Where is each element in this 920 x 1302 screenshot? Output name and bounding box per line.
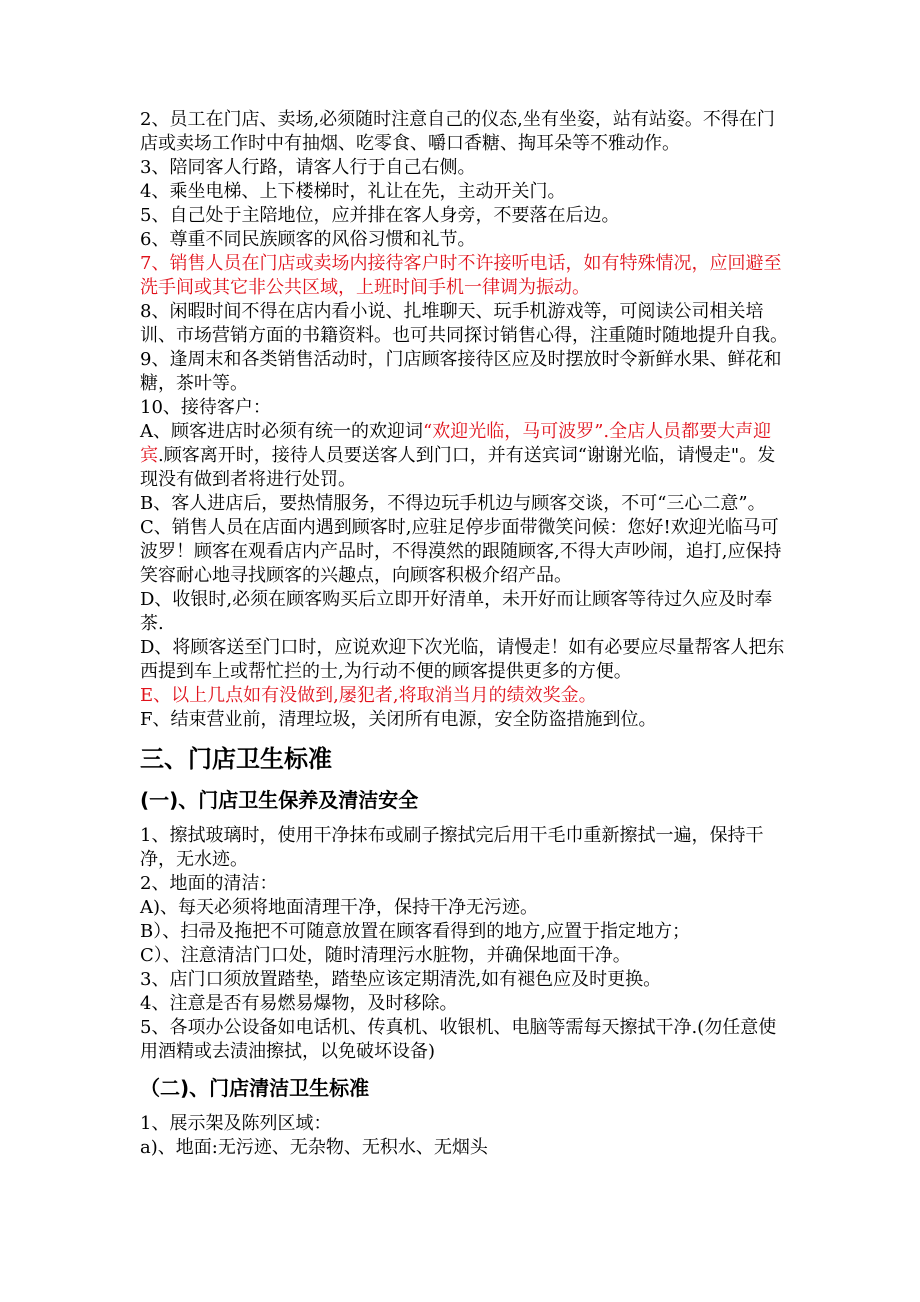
list-item: 1、擦拭玻璃时，使用干净抹布或刷子擦拭完后用干毛巾重新擦拭一遍，保持干净，无水迹。: [140, 825, 764, 870]
list-item: 4、注意是否有易燃易爆物，及时移除。: [140, 993, 458, 1014]
rule-item-3: 3、陪同客人行路，请客人行于自己右侧。: [140, 157, 476, 178]
rule-item-4: 4、乘坐电梯、上下楼梯时，礼让在先，主动开关门。: [140, 181, 566, 202]
subsection-2-title: （二)、门店清洁卫生标准: [140, 1076, 370, 1100]
list-item: A)、每天必须将地面清理干净，保持干净无污迹。: [140, 897, 539, 918]
rule-item-a: [140, 420, 790, 492]
rule-item-b: B、客人进店后，要热情服务，不得边玩手机边与顾客交谈，不可“三心二意”。: [140, 493, 766, 514]
rule-item-e-highlight: E、以上几点如有没做到,屡犯者,将取消当月的绩效奖金。: [140, 685, 597, 706]
rule-item-2: 2、员工在门店、卖场,必须随时注意自己的仪态,坐有坐姿，站有站姿。不得在门店或卖场工作时中有抽烟、吃零食、嚼口香糖、掏耳朵等不雅动作。: [140, 109, 775, 154]
list-item: a)、地面:无污迹、无杂物、无积水、无烟头: [140, 1137, 488, 1158]
rule-item-5: 5、自己处于主陪地位，应并排在客人身旁，不要落在后边。: [140, 205, 620, 226]
rule-item-c: C、销售人员在店面内遇到顾客时,应驻足停步面带微笑问候：您好!欢迎光临马可波罗！顾客在观看店内产品时，不得漠然的跟随顾客,不得大声吵闹，追打,应保持笑容耐心地寻找顾客的兴趣点，向顾客积极介绍产品。: [140, 517, 782, 586]
list-item: C）、注意清洁门口处，随时清理污水脏物，并确保地面干净。: [140, 945, 631, 966]
list-item: 3、店门口须放置踏垫，踏垫应该定期清洗,如有褪色应及时更换。: [140, 969, 662, 990]
list-item: 1、展示架及陈列区域：: [140, 1113, 332, 1134]
rule-item-a-rest: .顾客离开时，接待人员要送客人到门口，并有送宾词“谢谢光临，请慢走"。发现没有做到者将进行处罚。: [140, 445, 776, 490]
document-page: [140, 108, 790, 1160]
list-item: B）、扫帚及拖把不可随意放置在顾客看得到的地方,应置于指定地方；: [140, 921, 690, 942]
rule-item-a-text: A、顾客进店时必须有统一的欢迎词: [140, 421, 423, 442]
rule-item-8: 8、闲暇时间不得在店内看小说、扎堆聊天、玩手机游戏等，可阅读公司相关培训、市场营销方面的书籍资料。也可共同探讨销售心得，注重随时随地提升自我。: [140, 301, 788, 346]
section-3-title: 三、门店卫生标准: [140, 745, 332, 773]
rule-item-d2: D、将顾客送至门口时，应说欢迎下次光临，请慢走！如有必要应尽量帮客人把东西提到车上或帮忙拦的士,为行动不便的顾客提供更多的方便。: [140, 637, 785, 682]
welcome-phrase-highlight: “欢迎光临，马可波罗”.全店人员都要大声迎宾: [140, 421, 772, 466]
subsection-1-title: (一)、门店卫生保养及清洁安全: [140, 788, 419, 812]
list-item: 2、地面的清洁：: [140, 873, 278, 894]
rule-item-9: 9、逢周末和各类销售活动时，门店顾客接待区应及时摆放时令新鲜水果、鲜花和糖，茶叶等。: [140, 349, 782, 394]
rule-item-d1: D、收银时,必须在顾客购买后立即开好清单，未开好而让顾客等待过久应及时奉茶.: [140, 589, 773, 634]
rule-item-6: 6、尊重不同民族顾客的风俗习惯和礼节。: [140, 229, 476, 250]
rule-item-7-highlight: 7、销售人员在门店或卖场内接待客户时不许接听电话，如有特殊情况，应回避至洗手间或其它非公共区域，上班时间手机一律调为振动。: [140, 253, 782, 298]
rule-item-10: 10、接待客户：: [140, 397, 271, 418]
list-item: 5、各项办公设备如电话机、传真机、收银机、电脑等需每天擦拭干净.(勿任意使用酒精或去渍油擦拭，以免破坏设备): [140, 1017, 777, 1062]
rule-item-f: F、结束营业前，清理垃圾，关闭所有电源，安全防盗措施到位。: [140, 709, 657, 730]
